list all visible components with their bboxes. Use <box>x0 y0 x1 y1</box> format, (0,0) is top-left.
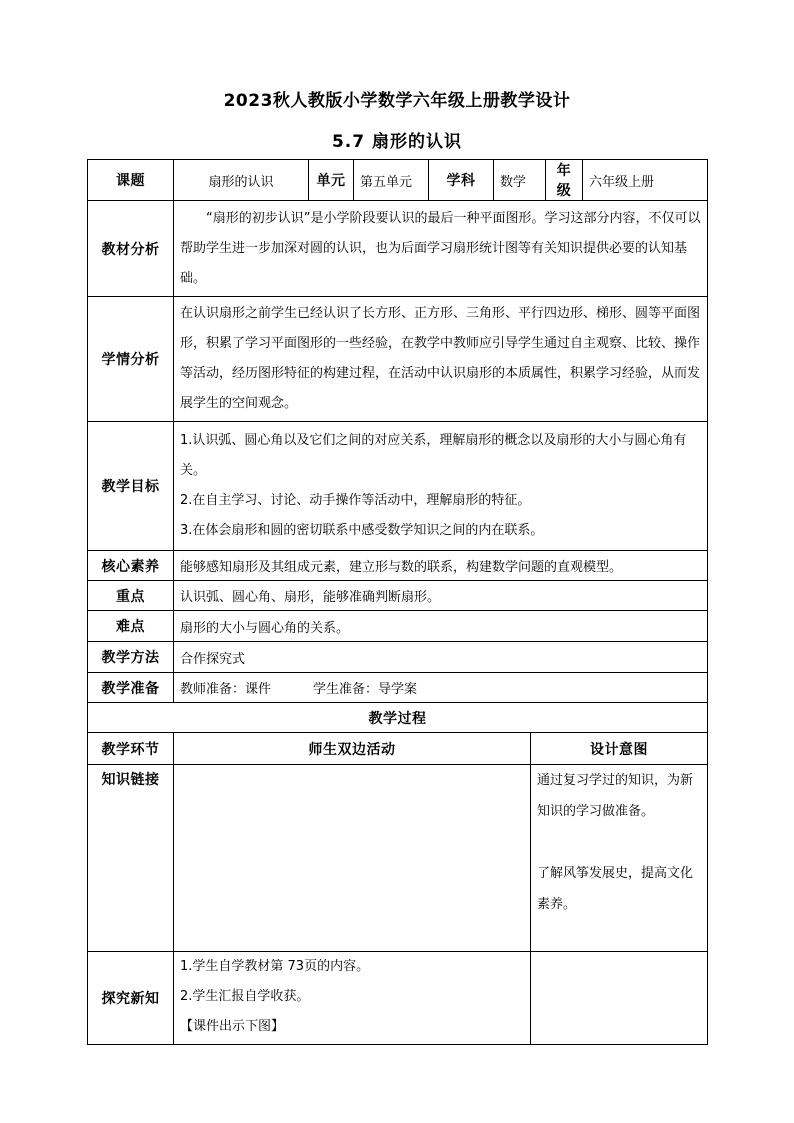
subject-value: 数学 <box>494 160 546 201</box>
activity-item-2: 2.学生汇报自学收获。 <box>180 989 310 1004</box>
intent-knowledge-link <box>531 765 708 952</box>
student-analysis-cell <box>174 297 708 422</box>
key-points-text: 认识弧、圆心角、扇形，能够准确判断扇形。 <box>174 581 708 611</box>
lesson-plan-table <box>87 159 708 1045</box>
objectives-label: 教学目标 <box>88 422 174 551</box>
info-row <box>88 160 708 201</box>
method-label: 教学方法 <box>88 642 174 673</box>
difficulties-label: 难点 <box>88 611 174 642</box>
activity-explore-new <box>174 952 531 1045</box>
subject-label: 学科 <box>429 160 494 201</box>
intent-text-2: 了解风筝发展史，提高文化素养。 <box>537 866 694 912</box>
document-title: 2023秋人教版小学数学六年级上册教学设计 <box>223 91 571 111</box>
key-points-label: 重点 <box>88 581 174 611</box>
textbook-analysis-cell <box>174 201 708 297</box>
objective-item-3: 3.在体会扇形和圆的密切联系中感受数学知识之间的内在联系。 <box>180 523 544 538</box>
stage-explore-new: 探究新知 <box>88 952 174 1045</box>
difficulties-text: 扇形的大小与圆心角的关系。 <box>174 611 708 642</box>
textbook-analysis-label: 教材分析 <box>88 201 174 297</box>
activity-knowledge-link <box>174 765 531 952</box>
objectives-cell <box>174 422 708 551</box>
process-col-intent: 设计意图 <box>531 733 708 765</box>
process-col-stage: 教学环节 <box>88 733 174 765</box>
grade-value: 六年级上册 <box>583 160 708 201</box>
intent-explore-new <box>531 952 708 1045</box>
intent-text-1: 通过复习学过的知识，为新知识的学习做准备。 <box>537 773 694 819</box>
topic-value: 扇形的认识 <box>174 160 309 201</box>
objective-item-1: 1.认识弧、圆心角以及它们之间的对应关系，理解扇形的概念以及扇形的大小与圆心角有关。 <box>180 433 687 478</box>
student-analysis-text: 在认识扇形之前学生已经认识了长方形、正方形、三角形、平行四边形、梯形、圆等平面图形，积累了学习平面图形的一些经验，在教学中教师应引导学生通过自主观察、比较、操作等活动，经历图形特征的构建过程，在活动中认识扇形的本质属性，积累学习经验，从而发展学生的空间观念。 <box>180 306 701 411</box>
activity-item-1: 1.学生自学教材第 73页的内容。 <box>180 959 370 974</box>
process-heading: 教学过程 <box>88 703 708 733</box>
activity-item-3: 【课件出示下图】 <box>180 1019 285 1034</box>
textbook-analysis-text: “扇形的初步认识”是小学阶段要认识的最后一种平面图形。学习这部分内容，不仅可以帮助学生进一步加深对圆的认识，也为后面学习扇形统计图等有关知识提供必要的认知基础。 <box>180 210 701 286</box>
preparation-label: 教学准备 <box>88 673 174 703</box>
lesson-title: 5.7 扇形的认识 <box>331 132 463 152</box>
preparation-cell <box>174 673 708 703</box>
unit-label: 单元 <box>309 160 354 201</box>
unit-value: 第五单元 <box>354 160 429 201</box>
topic-label: 课题 <box>88 160 174 201</box>
teacher-preparation: 教师准备：课件 <box>180 682 272 697</box>
process-col-activity: 师生双边活动 <box>174 733 531 765</box>
objective-item-2: 2.在自主学习、讨论、动手操作等活动中，理解扇形的特征。 <box>180 493 531 508</box>
core-literacy-label: 核心素养 <box>88 551 174 581</box>
grade-label: 年级 <box>546 160 583 201</box>
method-text: 合作探究式 <box>174 642 708 673</box>
stage-knowledge-link: 知识链接 <box>88 765 174 952</box>
core-literacy-text: 能够感知扇形及其组成元素，建立形与数的联系，构建数学问题的直观模型。 <box>174 551 708 581</box>
student-analysis-label: 学情分析 <box>88 297 174 422</box>
student-preparation: 学生准备：导学案 <box>313 682 418 697</box>
